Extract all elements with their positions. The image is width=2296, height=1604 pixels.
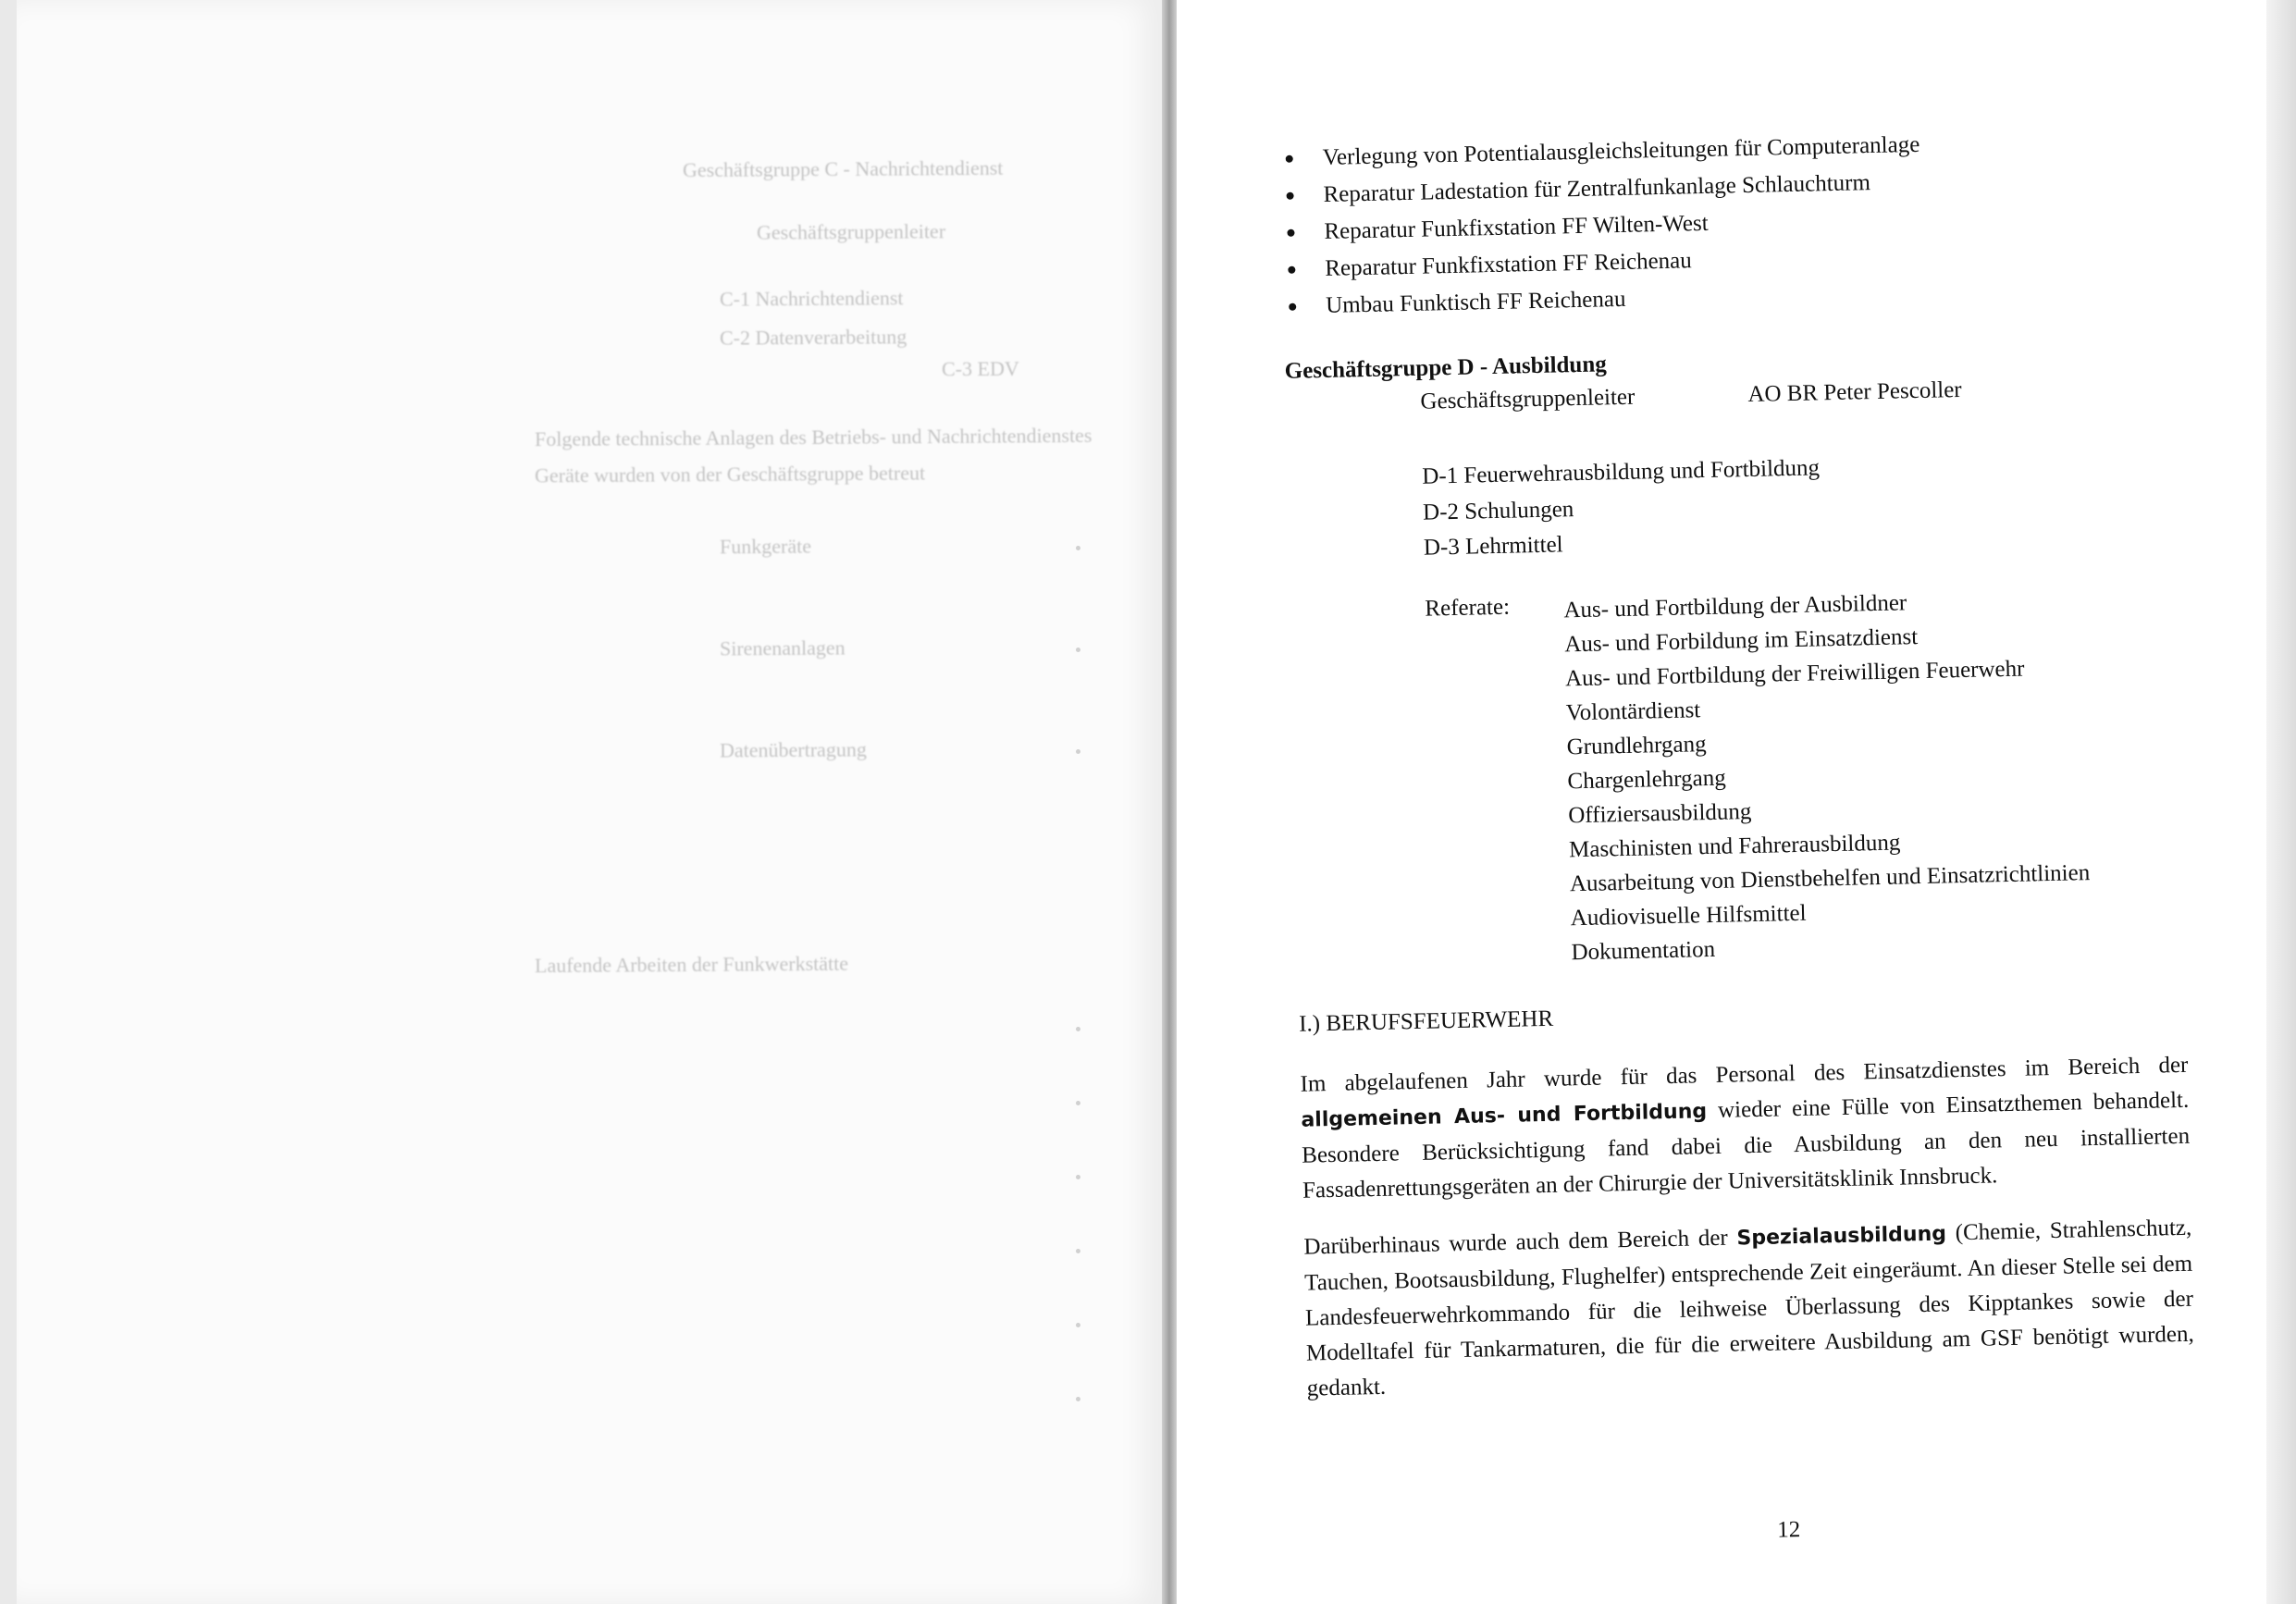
ghost-line: Laufende Arbeiten der Funkwerkstätte	[534, 951, 849, 978]
leader-name: AO BR Peter Pescoller	[1747, 376, 1962, 407]
ghost-bullet	[1076, 1397, 1080, 1401]
paragraph-text: Darüberhinaus wurde auch dem Bereich der	[1303, 1225, 1737, 1260]
ghost-bullet	[1076, 1175, 1080, 1179]
list-item: Chargenlehrgang	[1567, 765, 1727, 795]
paragraph-text: wieder eine Fülle von Einsatzthemen behandelt. Besondere Berücksichtigung fand dabei die Ausbildung an den neu installierten Fassadenrettungsgeräten an der Chirurgie der Universitätsklinik Innsbruck.	[1301, 1087, 2191, 1203]
page-number: 12	[1776, 1517, 1801, 1543]
list-item: Reparatur Funkfixstation FF Wilten-West	[1281, 201, 1921, 252]
paragraph-2	[1303, 1211, 2195, 1407]
bold-text: allgemeinen Aus- und Fortbildung	[1301, 1100, 1708, 1132]
section-title: Geschäftsgruppe D - Ausbildung	[1284, 352, 1607, 384]
list-item: Ausarbeitung von Dienstbehelfen und Einsatzrichtlinien	[1569, 860, 2091, 897]
paragraph-text: Im abgelaufenen Jahr wurde für das Personal des Einsatzdienstes im Bereich der	[1300, 1052, 2189, 1097]
list-item: Volontärdienst	[1565, 697, 1701, 726]
list-item: Audiovisuelle Hilfsmittel	[1570, 900, 1807, 932]
paragraph-text: (Chemie, Strahlenschutz, Tauchen, Bootsausbildung, Flughelfer) entsprechende Zeit eingeräumt. An dieser Stelle sei dem Landesfeuerwehrkommando für die leihweise Überlassung des Kipptankes sowie der Modelltafel für Tankarmaturen, die für die erweitere Ausbildung am GSF benötigt wurden, gedankt.	[1303, 1215, 2194, 1401]
ghost-bullet	[1076, 546, 1080, 550]
ghost-bullet	[1076, 1027, 1080, 1031]
list-item: Grundlehrgang	[1566, 732, 1707, 760]
ghost-bullet	[1076, 1323, 1080, 1327]
list-item: Umbau Funktisch FF Reichenau	[1283, 275, 1923, 326]
ghost-line: C-3 EDV	[941, 356, 1019, 381]
list-item: Aus- und Forbildung im Einsatzdienst	[1563, 624, 1919, 658]
ghost-bullet	[1076, 648, 1080, 652]
left-page	[17, 0, 1162, 1604]
page-content	[1277, 0, 2200, 1604]
ghost-line: Geschäftsgruppe C - Nachrichtendienst	[682, 155, 1004, 182]
ghost-line: Sirenenanlagen	[719, 635, 846, 660]
ghost-bullet	[1076, 749, 1080, 754]
paragraph-1	[1300, 1048, 2191, 1209]
ghost-bullet	[1076, 1249, 1080, 1253]
referate-list	[1563, 582, 2092, 969]
list-item: Maschinisten und Fahrerausbildung	[1568, 830, 1901, 863]
section-heading: I.) BERUFSFEUERWEHR	[1298, 1006, 1554, 1037]
book-gutter	[1162, 0, 1177, 1604]
page-edge	[2266, 0, 2296, 1604]
list-item: Aus- und Fortbildung der Ausbildner	[1563, 590, 1907, 623]
list-item: Aus- und Fortbildung der Freiwilligen Feuerwehr	[1564, 656, 2025, 692]
subgroup-list	[1422, 450, 1821, 566]
ghost-line: Folgende technische Anlagen des Betriebs- und Nachrichtendienstes	[534, 423, 1092, 451]
ghost-line: Geräte wurden von der Geschäftsgruppe betreut	[534, 461, 926, 487]
referate-label: Referate:	[1425, 594, 1511, 622]
ghost-bullet	[1076, 1101, 1080, 1105]
bold-text: Spezialausbildung	[1736, 1222, 1947, 1251]
bullet-list	[1279, 127, 1923, 326]
list-item: D-2 Schulungen	[1422, 496, 1574, 525]
ghost-line: Funkgeräte	[719, 534, 812, 559]
leader-label: Geschäftsgruppenleiter	[1420, 384, 1636, 414]
list-item: Dokumentation	[1571, 936, 1716, 966]
list-item: Verlegung von Potentialausgleichsleitungen für Computeranlage	[1279, 127, 1920, 178]
list-item: D-1 Feuerwehrausbildung und Fortbildung	[1421, 455, 1821, 489]
ghost-line: Geschäftsgruppenleiter	[756, 219, 946, 244]
list-item: Reparatur Funkfixstation FF Reichenau	[1282, 238, 1922, 289]
list-item: Reparatur Ladestation für Zentralfunkanlage Schlauchturm	[1280, 164, 1920, 215]
ghost-line: C-2 Datenverarbeitung	[719, 325, 907, 350]
ghost-line: C-1 Nachrichtendienst	[719, 286, 904, 311]
ghost-line: Datenübertragung	[719, 737, 867, 762]
right-page	[1177, 0, 2266, 1604]
list-item: Offiziersausbildung	[1568, 799, 1752, 829]
list-item: D-3 Lehrmittel	[1423, 532, 1563, 561]
